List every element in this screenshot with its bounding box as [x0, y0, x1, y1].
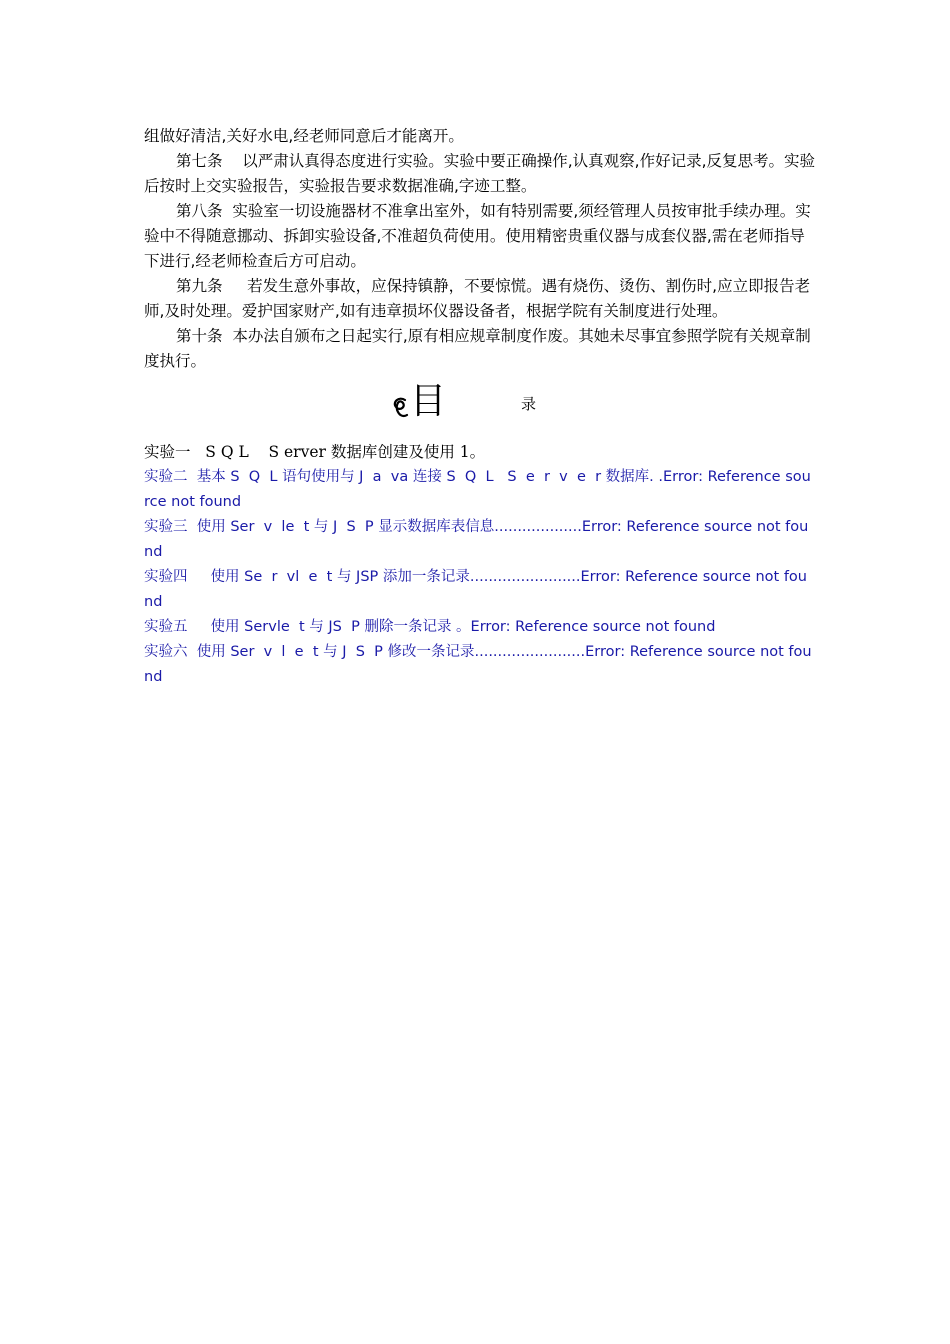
rule-article-9: 第九条 若发生意外事故，应保持镇静，不要惊慌。遇有烧伤、烫伤、割伤时,应立即报告老师,及时处理。爱护国家财产,如有违章损坏仪器设备者，根据学院有关制度进行处理。	[144, 277, 811, 320]
curl-mark-icon	[390, 394, 412, 420]
toc-entry-2[interactable]: 实验二 基本 S Q L 语句使用与 J a va 连接 S Q L S e r v e r 数据库. .Error: Reference source not found	[144, 469, 811, 510]
rule-article-7: 第七条 以严肃认真得态度进行实验。实验中要正确操作,认真观察,作好记录,反复思考。实验后按时上交实验报告，实验报告要求数据准确,字迹工整。	[144, 152, 815, 195]
toc-entry-4[interactable]: 实验四 使用 Se r vl e t 与 JSP 添加一条记录........................Error: Reference source not found	[144, 569, 807, 610]
document-page	[144, 124, 816, 690]
toc-entry-3[interactable]: 实验三 使用 Ser v le t 与 J S P 显示数据库表信息...................Error: Reference source not found	[144, 519, 809, 560]
toc-title-mu: 目	[410, 381, 447, 422]
rule-article-10: 第十条 本办法自颁布之日起实行,原有相应规章制度作废。其她未尽事宜参照学院有关规章制度执行。	[144, 327, 811, 370]
toc-title-lu: 录	[521, 395, 537, 413]
rule-article-8: 第八条 实验室一切设施器材不准拿出室外，如有特别需要,须经管理人员按审批手续办理。实验中不得随意挪动、拆卸实验设备,不准超负荷使用。使用精密贵重仪器与成套仪器,需在老师指导下进行,经老师检查后方可启动。	[144, 202, 811, 270]
toc-heading	[144, 380, 816, 436]
toc-entry-5[interactable]: 实验五 使用 Servle t 与 JS P 删除一条记录 。Error: Reference source not found	[144, 619, 716, 635]
toc-entry-6[interactable]: 实验六 使用 Ser v l e t 与 J S P 修改一条记录........................Error: Reference source not found	[144, 644, 812, 685]
toc-entry-1[interactable]: 实验一 S Q L S erver 数据库创建及使用 1。	[144, 443, 486, 461]
rule-paragraph-continuation: 组做好清洁,关好水电,经老师同意后才能离开。	[144, 127, 464, 145]
